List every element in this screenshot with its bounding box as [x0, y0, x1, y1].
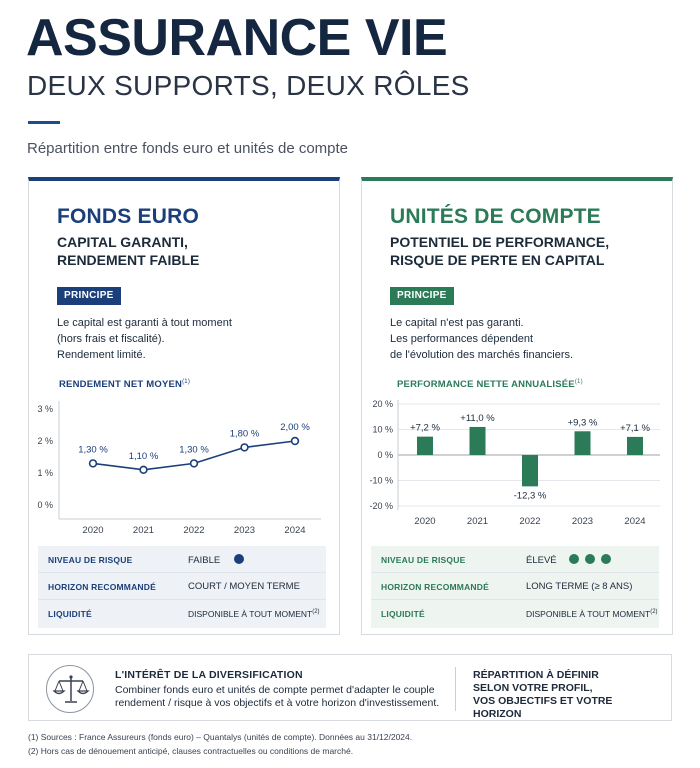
data-label: 1,30 %: [78, 444, 108, 456]
diversification-text: Combiner fonds euro et unités de compte permet d'adapter le couple rendement / risque à vos objectifs et à votre horizon d'investissement.: [115, 684, 440, 709]
x-tick-label: 2024: [624, 516, 646, 527]
data-label: +7,2 %: [410, 422, 440, 434]
data-label: 1,10 %: [128, 450, 159, 462]
liquidity-row: [38, 600, 326, 627]
y-tick-label: 10 %: [372, 424, 393, 435]
liquidity-note: (2): [312, 609, 320, 616]
panel-subtitle-line: RISQUE DE PERTE EN CAPITAL: [390, 252, 605, 268]
liquidity-label: LIQUIDITÉ: [48, 609, 92, 619]
risk-label: NIVEAU DE RISQUE: [48, 555, 133, 565]
data-label: +11,0 %: [460, 412, 495, 424]
repartition-callout: [473, 669, 663, 721]
panel-title: FONDS EURO: [57, 205, 200, 228]
chart-title-text: PERFORMANCE NETTE ANNUALISÉE: [397, 379, 575, 391]
footnote-conditions: (2) Hors cas de dénouement anticipé, clauses contractuelles ou conditions de marché.: [28, 746, 354, 756]
principe-badge: PRINCIPE: [390, 287, 454, 305]
x-tick-label: 2021: [132, 525, 155, 536]
data-label: +7,1 %: [620, 422, 650, 434]
risk-label: NIVEAU DE RISQUE: [381, 555, 466, 565]
x-tick-label: 2020: [82, 525, 104, 536]
risk-value-wrap: [526, 554, 611, 566]
balance-scale-icon: [46, 665, 94, 713]
risk-value-wrap: [188, 554, 244, 566]
info-table: [38, 546, 326, 628]
description-line: Rendement limité.: [57, 349, 146, 361]
y-tick-label: 2 %: [37, 436, 53, 446]
page-title: ASSURANCE VIE: [26, 9, 448, 67]
risk-dot: [569, 554, 579, 564]
bar: [575, 431, 591, 455]
y-tick-label: -10 %: [369, 475, 393, 486]
liquidity-label: LIQUIDITÉ: [381, 609, 425, 619]
risk-dot: [234, 554, 244, 564]
rendement-line-chart: [29, 393, 339, 536]
horizon-row: [371, 573, 659, 600]
bar: [417, 437, 433, 455]
horizon-label: HORIZON RECOMMANDÉ: [381, 582, 489, 592]
risk-dot: [585, 554, 595, 564]
diversification-title: L'INTÉRÊT DE LA DIVERSIFICATION: [115, 669, 303, 681]
description-line: Le capital est garanti à tout moment: [57, 317, 232, 329]
chart-title: [59, 379, 190, 390]
page-subtitle: DEUX SUPPORTS, DEUX RÔLES: [27, 70, 470, 101]
description-line: (hors frais et fiscalité).: [57, 333, 165, 345]
callout-line: SELON VOTRE PROFIL,: [473, 682, 593, 694]
info-table: [371, 546, 659, 628]
diversification-box: [28, 654, 672, 721]
divider: [455, 667, 456, 711]
callout-line: VOS OBJECTIFS ET VOTRE HORIZON: [473, 695, 613, 720]
principe-badge: PRINCIPE: [57, 287, 121, 305]
data-label: 1,80 %: [229, 428, 260, 440]
risk-value: FAIBLE: [188, 555, 221, 566]
y-tick-label: 1 %: [37, 468, 53, 478]
panel-subtitle: [390, 233, 660, 269]
liquidity-value: DISPONIBLE À TOUT MOMENT: [188, 609, 313, 619]
panel-subtitle: [57, 233, 327, 269]
x-tick-label: 2022: [519, 516, 541, 527]
unites-de-compte-panel: [361, 177, 673, 635]
data-point: [241, 444, 248, 451]
data-label: 2,00 %: [280, 422, 310, 433]
risk-dot: [601, 554, 611, 564]
intro-text: Répartition entre fonds euro et unités de compte: [27, 140, 349, 157]
x-tick-label: 2024: [284, 525, 306, 536]
data-point: [292, 438, 299, 445]
x-tick-label: 2021: [466, 516, 489, 527]
description-line: Les performances dépendent: [390, 333, 534, 345]
data-point: [90, 460, 97, 467]
data-point: [140, 466, 147, 473]
bar: [470, 427, 486, 455]
panel-subtitle-line: RENDEMENT FAIBLE: [57, 252, 200, 268]
x-tick-label: 2023: [571, 516, 594, 527]
liquidity-value-wrap: [526, 609, 658, 619]
panel-title: UNITÉS DE COMPTE: [390, 205, 601, 228]
y-tick-label: 20 %: [372, 399, 393, 409]
horizon-label: HORIZON RECOMMANDÉ: [48, 582, 156, 592]
data-label: 1,30 %: [179, 444, 209, 456]
panel-description: [57, 315, 317, 363]
description-line: de l'évolution des marchés financiers.: [390, 349, 574, 361]
chart-title-note: (1): [182, 379, 191, 385]
chart-title: [397, 379, 583, 390]
risk-row: [38, 546, 326, 573]
risk-row: [371, 546, 659, 573]
x-tick-label: 2023: [233, 525, 256, 536]
liquidity-value: DISPONIBLE À TOUT MOMENT: [526, 609, 651, 619]
horizon-value: LONG TERME (≥ 8 ANS): [526, 581, 633, 592]
liquidity-note: (2): [650, 609, 658, 616]
chart-title-note: (1): [574, 379, 583, 385]
risk-value: ÉLEVÉ: [526, 555, 557, 566]
footnote-sources: (1) Sources : France Assureurs (fonds euro) – Quantalys (unités de compte). Données au 31/12/2024.: [28, 732, 413, 742]
bar: [522, 455, 538, 486]
data-label: +9,3 %: [567, 417, 598, 429]
horizon-value: COURT / MOYEN TERME: [188, 581, 300, 592]
horizon-row: [38, 573, 326, 600]
x-tick-label: 2022: [183, 525, 205, 536]
performance-bar-chart: [362, 393, 672, 528]
liquidity-row: [371, 600, 659, 627]
y-tick-label: 0 %: [37, 500, 53, 510]
y-tick-label: 0 %: [377, 450, 393, 460]
x-tick-label: 2020: [414, 516, 436, 527]
panel-subtitle-line: CAPITAL GARANTI,: [57, 234, 188, 250]
liquidity-value-wrap: [188, 609, 320, 619]
accent-divider: [28, 121, 60, 124]
bar: [627, 437, 643, 455]
panel-subtitle-line: POTENTIEL DE PERFORMANCE,: [390, 234, 610, 250]
fonds-euro-panel: [28, 177, 340, 635]
description-line: Le capital n'est pas garanti.: [390, 317, 524, 329]
panel-description: [390, 315, 650, 363]
chart-title-text: RENDEMENT NET MOYEN: [59, 379, 183, 391]
data-label: -12,3 %: [513, 490, 547, 502]
callout-line: RÉPARTITION À DÉFINIR: [473, 669, 599, 681]
y-tick-label: -20 %: [369, 501, 393, 511]
data-point: [191, 460, 198, 467]
y-tick-label: 3 %: [37, 404, 53, 414]
